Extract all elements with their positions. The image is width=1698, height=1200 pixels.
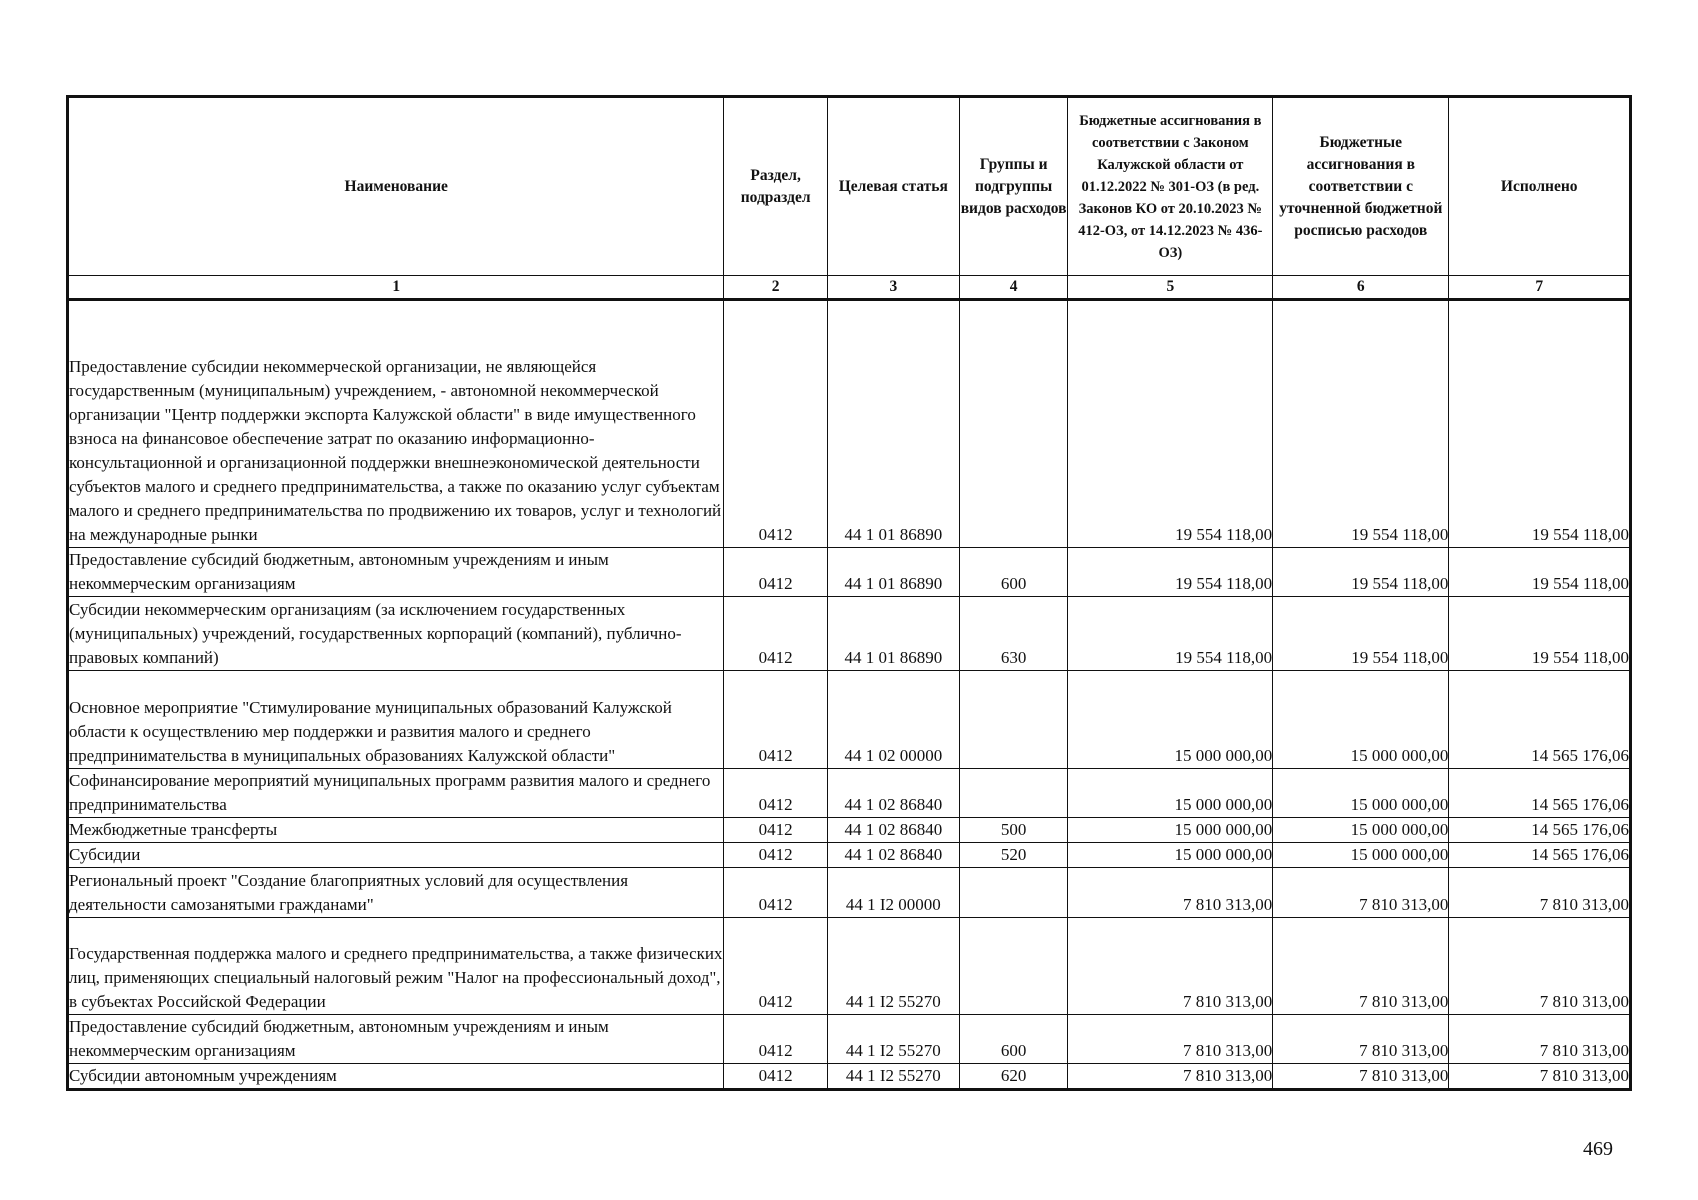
- budget-table: [66, 95, 1632, 1091]
- row-name: Предоставление субсидий бюджетным, автономным учреждениям и иным некоммерческим организациям: [68, 1015, 724, 1064]
- row-section: 0412: [724, 671, 827, 769]
- row-executed-amount: 19 554 118,00: [1449, 300, 1631, 548]
- row-target: 44 1 02 86840: [827, 818, 959, 843]
- row-section: 0412: [724, 843, 827, 868]
- row-law-amount: 7 810 313,00: [1068, 868, 1273, 918]
- table-row: [68, 548, 1631, 597]
- row-plan-amount: 19 554 118,00: [1273, 300, 1449, 548]
- row-name: Софинансирование мероприятий муниципальных программ развития малого и среднего предпринимательства: [68, 769, 724, 818]
- row-section: 0412: [724, 868, 827, 918]
- column-number-row: [68, 276, 1631, 300]
- header-target-article: Целевая статья: [827, 97, 959, 276]
- row-executed-amount: 7 810 313,00: [1449, 918, 1631, 1015]
- header-executed: Исполнено: [1449, 97, 1631, 276]
- table-row: [68, 769, 1631, 818]
- row-section: 0412: [724, 818, 827, 843]
- table-row: [68, 818, 1631, 843]
- row-plan-amount: 7 810 313,00: [1273, 868, 1449, 918]
- row-target: 44 1 01 86890: [827, 548, 959, 597]
- row-group: [959, 769, 1068, 818]
- column-number: 4: [959, 276, 1068, 300]
- row-target: 44 1 I2 00000: [827, 868, 959, 918]
- row-target: 44 1 02 00000: [827, 671, 959, 769]
- row-target: 44 1 02 86840: [827, 843, 959, 868]
- row-plan-amount: 19 554 118,00: [1273, 597, 1449, 671]
- table-row: [68, 1015, 1631, 1064]
- column-number: 6: [1273, 276, 1449, 300]
- table-row: [68, 918, 1631, 1015]
- row-name: Региональный проект "Создание благоприятных условий для осуществления деятельности самозанятыми гражданами": [68, 868, 724, 918]
- row-section: 0412: [724, 1015, 827, 1064]
- row-group: 630: [959, 597, 1068, 671]
- row-group: 520: [959, 843, 1068, 868]
- row-law-amount: 15 000 000,00: [1068, 671, 1273, 769]
- table-row: [68, 597, 1631, 671]
- row-group: 600: [959, 1015, 1068, 1064]
- table-header: [68, 97, 1631, 300]
- row-name: Субсидии некоммерческим организациям (за исключением государственных (муниципальных) учреждений, государственных корпораций (компаний), публично-правовых компаний): [68, 597, 724, 671]
- column-number: 3: [827, 276, 959, 300]
- row-law-amount: 7 810 313,00: [1068, 918, 1273, 1015]
- table-body: [68, 300, 1631, 1090]
- row-executed-amount: 14 565 176,06: [1449, 671, 1631, 769]
- row-name: Предоставление субсидий бюджетным, автономным учреждениям и иным некоммерческим организациям: [68, 548, 724, 597]
- row-target: 44 1 I2 55270: [827, 1015, 959, 1064]
- row-executed-amount: 19 554 118,00: [1449, 597, 1631, 671]
- header-law-allocations: Бюджетные ассигнования в соответствии с Законом Калужской области от 01.12.2022 № 301-ОЗ (в ред. Законов КО от 20.10.2023 № 412-ОЗ, от 14.12.2023 № 436-ОЗ): [1068, 97, 1273, 276]
- row-group: 600: [959, 548, 1068, 597]
- row-executed-amount: 7 810 313,00: [1449, 868, 1631, 918]
- budget-sheet: [66, 95, 1632, 1091]
- row-executed-amount: 19 554 118,00: [1449, 548, 1631, 597]
- row-plan-amount: 15 000 000,00: [1273, 769, 1449, 818]
- row-name: Межбюджетные трансферты: [68, 818, 724, 843]
- row-plan-amount: 15 000 000,00: [1273, 843, 1449, 868]
- row-name: Субсидии автономным учреждениям: [68, 1064, 724, 1090]
- header-adjusted-allocations: Бюджетные ассигнования в соответствии с уточненной бюджетной росписью расходов: [1273, 97, 1449, 276]
- row-law-amount: 7 810 313,00: [1068, 1015, 1273, 1064]
- row-plan-amount: 19 554 118,00: [1273, 548, 1449, 597]
- row-law-amount: 19 554 118,00: [1068, 548, 1273, 597]
- row-law-amount: 19 554 118,00: [1068, 300, 1273, 548]
- row-group: [959, 671, 1068, 769]
- row-group: [959, 868, 1068, 918]
- column-number: 2: [724, 276, 827, 300]
- row-law-amount: 15 000 000,00: [1068, 843, 1273, 868]
- table-row: [68, 300, 1631, 548]
- row-law-amount: 15 000 000,00: [1068, 818, 1273, 843]
- row-plan-amount: 7 810 313,00: [1273, 918, 1449, 1015]
- header-section: Раздел, подраздел: [724, 97, 827, 276]
- row-executed-amount: 7 810 313,00: [1449, 1064, 1631, 1090]
- table-row: [68, 671, 1631, 769]
- row-target: 44 1 01 86890: [827, 597, 959, 671]
- row-section: 0412: [724, 769, 827, 818]
- row-group: 500: [959, 818, 1068, 843]
- row-target: 44 1 I2 55270: [827, 918, 959, 1015]
- header-name: Наименование: [68, 97, 724, 276]
- row-target: 44 1 01 86890: [827, 300, 959, 548]
- row-section: 0412: [724, 300, 827, 548]
- row-section: 0412: [724, 1064, 827, 1090]
- row-target: 44 1 I2 55270: [827, 1064, 959, 1090]
- row-executed-amount: 14 565 176,06: [1449, 769, 1631, 818]
- row-name: Государственная поддержка малого и среднего предпринимательства, а также физических лиц, применяющих специальный налоговый режим "Налог на профессиональный доход", в субъектах Российской Федерации: [68, 918, 724, 1015]
- row-section: 0412: [724, 548, 827, 597]
- column-number: 7: [1449, 276, 1631, 300]
- row-group: [959, 918, 1068, 1015]
- row-plan-amount: 15 000 000,00: [1273, 818, 1449, 843]
- row-section: 0412: [724, 918, 827, 1015]
- row-group: [959, 300, 1068, 548]
- header-expense-group: Группы и подгруппы видов расходов: [959, 97, 1068, 276]
- table-row: [68, 868, 1631, 918]
- column-number: 5: [1068, 276, 1273, 300]
- row-law-amount: 19 554 118,00: [1068, 597, 1273, 671]
- table-row: [68, 843, 1631, 868]
- row-executed-amount: 14 565 176,06: [1449, 843, 1631, 868]
- row-executed-amount: 14 565 176,06: [1449, 818, 1631, 843]
- row-name: Субсидии: [68, 843, 724, 868]
- row-law-amount: 15 000 000,00: [1068, 769, 1273, 818]
- table-row: [68, 1064, 1631, 1090]
- row-executed-amount: 7 810 313,00: [1449, 1015, 1631, 1064]
- row-name: Основное мероприятие "Стимулирование муниципальных образований Калужской области к осуществлению мер поддержки и развития малого и среднего предпринимательства в муниципальных образованиях Калужской области": [68, 671, 724, 769]
- row-section: 0412: [724, 597, 827, 671]
- row-plan-amount: 7 810 313,00: [1273, 1015, 1449, 1064]
- row-law-amount: 7 810 313,00: [1068, 1064, 1273, 1090]
- row-group: 620: [959, 1064, 1068, 1090]
- row-plan-amount: 7 810 313,00: [1273, 1064, 1449, 1090]
- row-plan-amount: 15 000 000,00: [1273, 671, 1449, 769]
- column-number: 1: [68, 276, 724, 300]
- row-name: Предоставление субсидии некоммерческой организации, не являющейся государственным (муниципальным) учреждением, - автономной некоммерческой организации "Центр поддержки экспорта Калужской области" в виде имущественного взноса на финансовое обеспечение затрат по оказанию информационно-консультационной и организационной поддержки внешнеэкономической деятельности субъектов малого и среднего предпринимательства, а также по оказанию услуг субъектам малого и среднего предпринимательства по продвижению их товаров, услуг и технологий на международные рынки: [68, 300, 724, 548]
- row-target: 44 1 02 86840: [827, 769, 959, 818]
- page-number: 469: [1583, 1138, 1613, 1160]
